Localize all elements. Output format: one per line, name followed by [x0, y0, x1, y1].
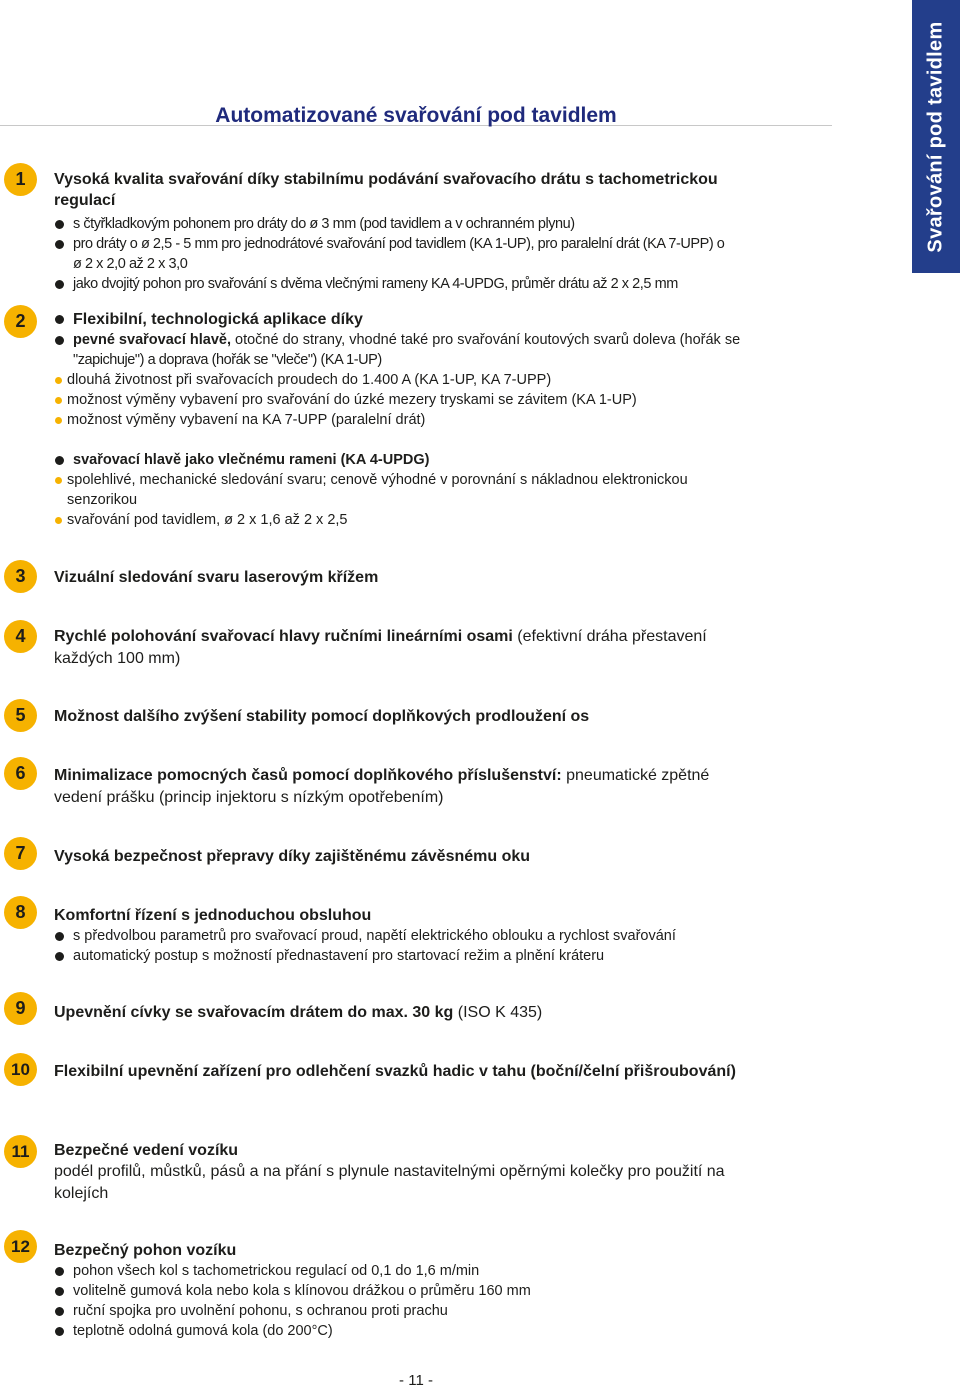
section-5	[54, 706, 854, 727]
section-6	[54, 765, 854, 809]
section-number-6: 6	[4, 757, 37, 790]
list-item-continuation: "zapichuje") a doprava (hořák se "vleče") (KA 1-UP)	[73, 352, 382, 368]
side-tab	[912, 0, 960, 273]
section-3-heading: Vizuální sledování svaru laserovým křížem	[54, 569, 379, 586]
section-4	[54, 626, 854, 670]
section-12-heading: Bezpečný pohon vozíku	[54, 1242, 237, 1259]
page-number: - 11 -	[399, 1372, 433, 1387]
section-8	[54, 905, 854, 966]
section-1	[54, 169, 854, 294]
section-11-heading: Bezpečné vedení vozíku	[54, 1142, 239, 1159]
section-number-9: 9	[4, 992, 37, 1025]
list-item-continuation: ø 2 x 2,0 až 2 x 3,0	[73, 256, 188, 272]
section-number-5: 5	[4, 699, 37, 732]
list-item: dlouhá životnost při svařovacích proudech do 1.400 A (KA 1-UP, KA 7-UPP)	[54, 370, 854, 390]
section-number-11: 11	[4, 1135, 37, 1168]
list-item: jako dvojitý pohon pro svařování s dvěma vlečnými rameny KA 4-UPDG, průměr drátu až 2 x 2,5 mm	[54, 274, 854, 294]
section-7-heading: Vysoká bezpečnost přepravy díky zajištěnému závěsnému oku	[54, 848, 531, 865]
list-item: pevné svařovací hlavě, otočné do strany, vhodné také pro svařování koutových svarů doleva (hořák se	[54, 330, 854, 350]
section-12	[54, 1240, 854, 1341]
list-item: pro dráty o ø 2,5 - 5 mm pro jednodrátové svařování pod tavidlem (KA 1-UP), pro paralelní drát (KA 7-UPP) o	[54, 234, 854, 254]
list-item: volitelně gumová kola nebo kola s klínovou drážkou o průměru 160 mm	[54, 1281, 854, 1301]
list-item: pohon všech kol s tachometrickou regulací od 0,1 do 1,6 m/min	[54, 1261, 854, 1281]
section-11-text: podél profilů, můstků, pásů a na přání s plynule nastavitelnými opěrnými kolečky pro použití na kolejích	[54, 1163, 725, 1202]
section-number-3: 3	[4, 560, 37, 593]
list-item: teplotně odolná gumová kola (do 200°C)	[54, 1321, 854, 1341]
list-item: ruční spojka pro uvolnění pohonu, s ochranou proti prachu	[54, 1301, 854, 1321]
section-2	[54, 309, 854, 530]
list-item: svařování pod tavidlem, ø 2 x 1,6 až 2 x 2,5	[54, 510, 854, 530]
section-7	[54, 846, 854, 867]
section-6-heading: Minimalizace pomocných časů pomocí doplňkového příslušenství: pneumatické zpětné vedení prášku (princip injektoru s nízkým opotřebením)	[54, 767, 710, 806]
section-number-2: 2	[4, 305, 37, 338]
section-3	[54, 567, 854, 588]
side-tab-label: Svařování pod tavidlem	[924, 20, 947, 253]
section-number-1: 1	[4, 163, 37, 196]
list-item: automatický postup s možností přednastavení pro startovací režim a plnění kráteru	[54, 946, 854, 966]
section-number-10: 10	[4, 1053, 37, 1086]
list-item: spolehlivé, mechanické sledování svaru; cenově výhodné v porovnání s nákladnou elektronickou	[54, 470, 854, 490]
list-item: svařovací hlavě jako vlečnému rameni (KA 4-UPDG)	[54, 450, 854, 470]
section-number-8: 8	[4, 896, 37, 929]
section-9-heading: Upevnění cívky se svařovacím drátem do max. 30 kg (ISO K 435)	[54, 1004, 543, 1021]
section-10	[54, 1061, 854, 1082]
section-5-heading: Možnost dalšího zvýšení stability pomocí doplňkových prodloužení os	[54, 708, 590, 725]
section-9	[54, 1002, 854, 1024]
list-item-continuation: senzorikou	[67, 492, 138, 508]
list-item: možnost výměny vybavení na KA 7-UPP (paralelní drát)	[54, 410, 854, 430]
section-1-heading: Vysoká kvalita svařování díky stabilnímu podávání svařovacího drátu s tachometrickou regulací	[54, 171, 718, 209]
section-4-heading: Rychlé polohování svařovací hlavy ručními lineárními osami (efektivní dráha přestavení každých 100 mm)	[54, 628, 707, 667]
section-8-heading: Komfortní řízení s jednoduchou obsluhou	[54, 907, 372, 924]
section-number-12: 12	[4, 1230, 37, 1263]
page-title: Automatizované svařování pod tavidlem	[215, 104, 617, 127]
section-number-7: 7	[4, 837, 37, 870]
section-number-4: 4	[4, 620, 37, 653]
list-item: možnost výměny vybavení pro svařování do úzké mezery tryskami se závitem (KA 1-UP)	[54, 390, 854, 410]
section-11	[54, 1140, 854, 1205]
list-item: s předvolbou parametrů pro svařovací proud, napětí elektrického oblouku a rychlost svařování	[54, 926, 854, 946]
section-2-heading: Flexibilní, technologická aplikace díky	[54, 309, 854, 330]
section-10-heading: Flexibilní upevnění zařízení pro odlehčení svazků hadic v tahu (boční/čelní přišroubování)	[54, 1063, 736, 1080]
list-item: s čtyřkladkovým pohonem pro dráty do ø 3 mm (pod tavidlem a v ochranném plynu)	[54, 214, 854, 234]
